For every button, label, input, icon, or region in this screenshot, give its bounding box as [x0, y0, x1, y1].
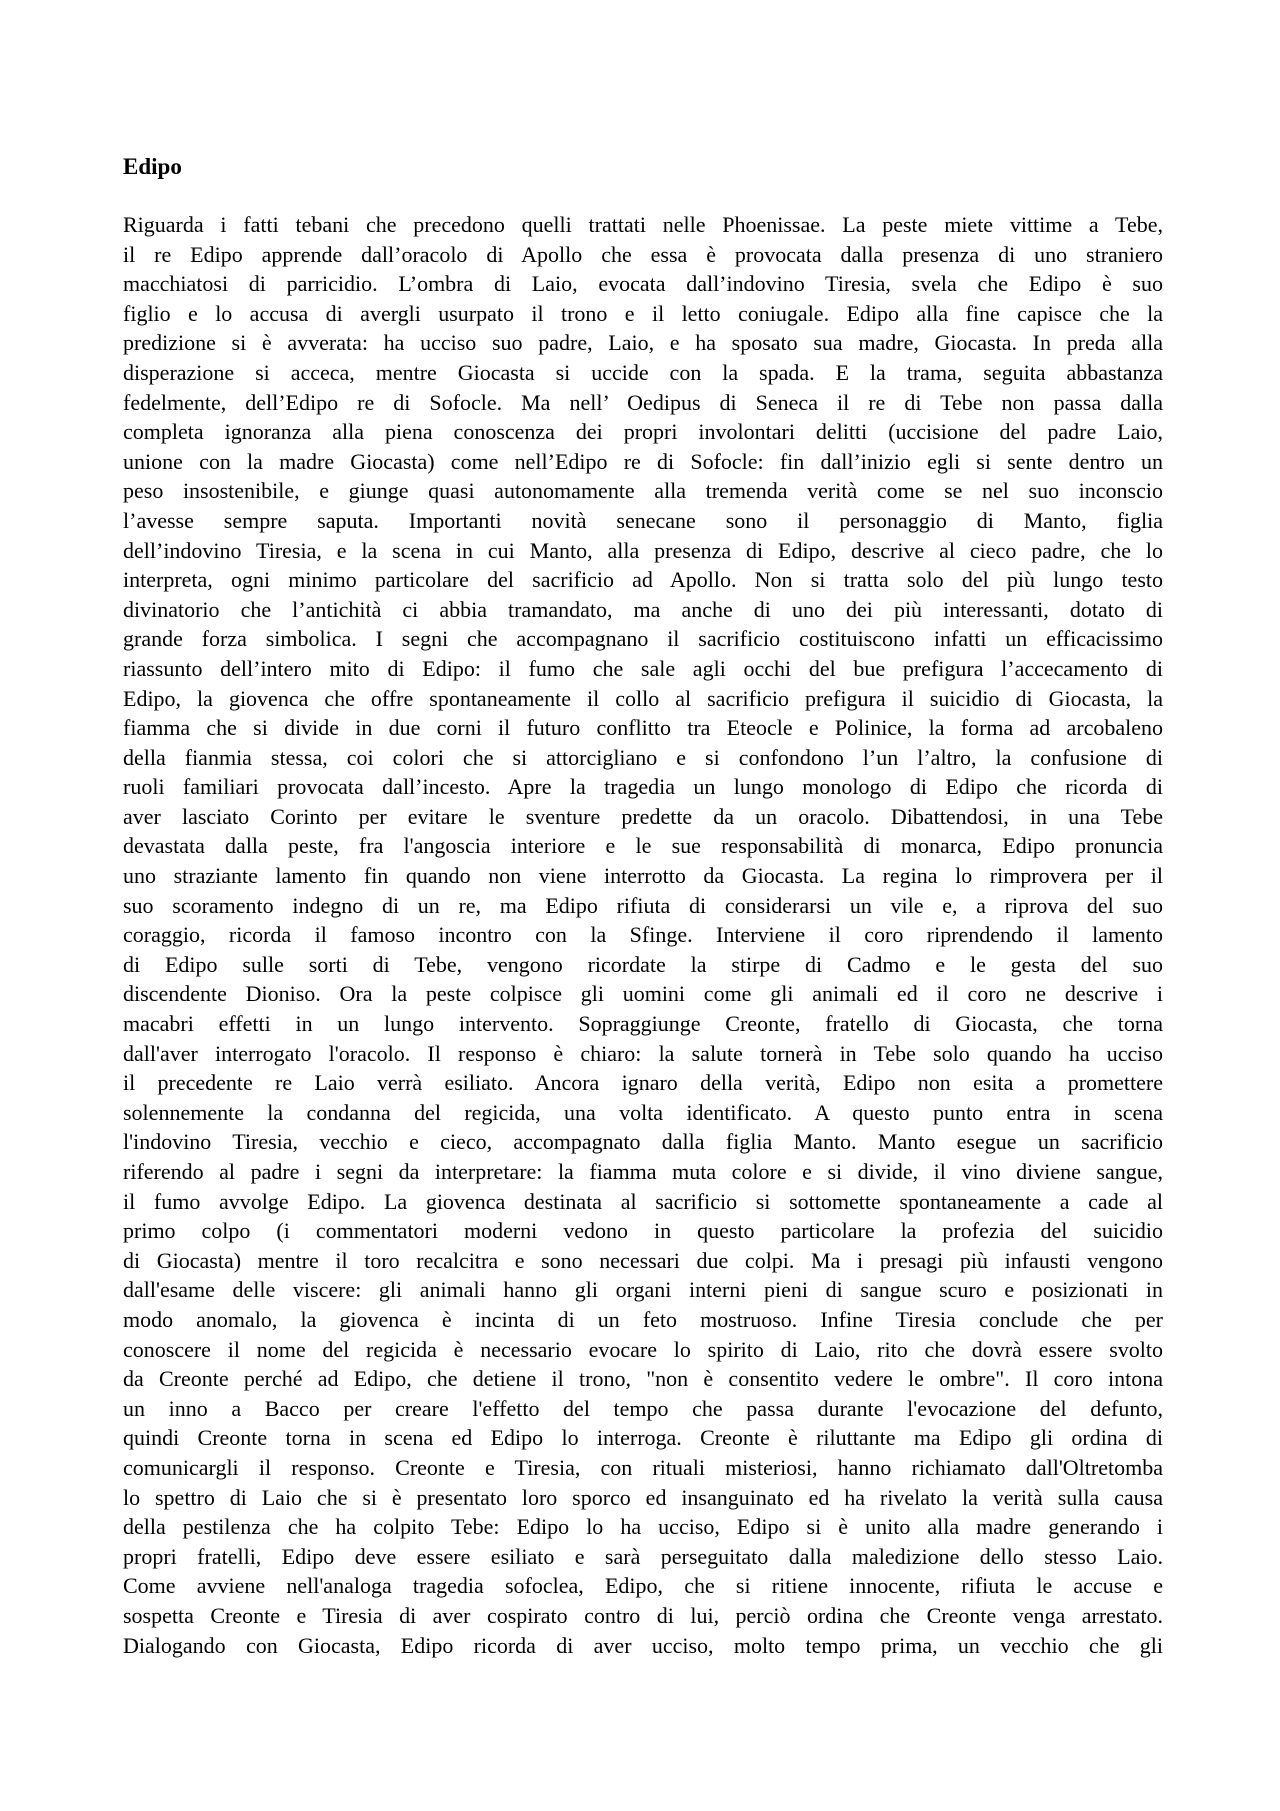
text-line: di Edipo sulle sorti di Tebe, vengono ricordate la stirpe di Cadmo e le gesta del suo: [123, 951, 1163, 977]
text-line: comunicargli il responso. Creonte e Tiresia, con rituali misteriosi, hanno richiamato dall'Oltretomba: [123, 1454, 1163, 1480]
text-line: interpreta, ogni minimo particolare del sacrificio ad Apollo. Non si tratta solo del più lungo testo: [123, 567, 1163, 593]
text-line: della fianmia stessa, coi colori che si attorcigliano e si confondono l’un l’altro, la confusione di: [123, 744, 1163, 770]
text-line: riferendo al padre i segni da interpretare: la fiamma muta colore e si divide, il vino diviene sangue,: [123, 1159, 1163, 1184]
text-line: suo scoramento indegno di un re, ma Edipo rifiuta di considerarsi un vile e, a riprova del suo: [123, 892, 1163, 918]
text-line: sospetta Creonte e Tiresia di aver cospirato contro di lui, perciò ordina che Creonte venga arrestato.: [123, 1602, 1163, 1628]
text-line: Come avviene nell'analoga tragedia sofoclea, Edipo, che si ritiene innocente, rifiuta le accuse e: [123, 1573, 1163, 1599]
text-line: l’avesse sempre saputa. Importanti novità senecane sono il personaggio di Manto, figlia: [123, 507, 1163, 533]
text-line: solennemente la condanna del regicida, una volta identificato. A questo punto entra in scena: [123, 1099, 1163, 1125]
text-line: figlio e lo accusa di avergli usurpato il trono e il letto coniugale. Edipo alla fine capisce che la: [123, 300, 1163, 326]
text-line: lo spettro di Laio che si è presentato loro sporco ed insanguinato ed ha rivelato la verità sulla causa: [123, 1484, 1163, 1510]
text-line: Dialogando con Giocasta, Edipo ricorda di aver ucciso, molto tempo prima, un vecchio che gli: [123, 1632, 1163, 1658]
text-line: un inno a Bacco per creare l'effetto del tempo che passa durante l'evocazione del defunto,: [123, 1395, 1163, 1421]
text-line: dall'aver interrogato l'oracolo. Il responso è chiaro: la salute tornerà in Tebe solo quando ha ucciso: [123, 1040, 1163, 1066]
text-line: il fumo avvolge Edipo. La giovenca destinata al sacrificio si sottomette spontaneamente a cade al: [123, 1188, 1163, 1214]
text-line: disperazione si acceca, mentre Giocasta si uccide con la spada. E la trama, seguita abbastanza: [123, 359, 1163, 385]
text-line: grande forza simbolica. I segni che accompagnano il sacrificio costituiscono infatti un efficacissimo: [123, 626, 1163, 652]
text-line: fiamma che si divide in due corni il futuro conflitto tra Eteocle e Polinice, la forma ad arcobaleno: [123, 715, 1163, 741]
text-line: completa ignoranza alla piena conoscenza dei propri involontari delitti (uccisione del padre Laio,: [123, 419, 1163, 445]
text-line: ruoli familiari provocata dall’incesto. Apre la tragedia un lungo monologo di Edipo che ricorda di: [123, 774, 1163, 800]
text-line: uno straziante lamento fin quando non viene interrotto da Giocasta. La regina lo rimprovera per il: [123, 863, 1163, 889]
text-line: di Giocasta) mentre il toro recalcitra e sono necessari due colpi. Ma i presagi più infausti vengono: [123, 1247, 1163, 1273]
text-line: macabri effetti in un lungo intervento. Sopraggiunge Creonte, fratello di Giocasta, che torna: [123, 1011, 1163, 1037]
text-line: peso insostenibile, e giunge quasi autonomamente alla tremenda verità come se nel suo inconscio: [123, 478, 1163, 504]
text-line: devastata dalla peste, fra l'angoscia interiore e le sue responsabilità di monarca, Edipo pronuncia: [123, 833, 1163, 859]
text-line: macchiatosi di parricidio. L’ombra di Laio, evocata dall’indovino Tiresia, svela che Edipo è suo: [123, 271, 1163, 297]
text-line: il re Edipo apprende dall’oracolo di Apollo che essa è provocata dalla presenza di uno straniero: [123, 241, 1163, 267]
text-line: dell’indovino Tiresia, e la scena in cui Manto, alla presenza di Edipo, descrive al cieco padre, che lo: [123, 537, 1163, 563]
text-line: riassunto dell’intero mito di Edipo: il fumo che sale agli occhi del bue prefigura l’accecamento di: [123, 655, 1163, 681]
text-line: da Creonte perché ad Edipo, che detiene il trono, "non è consentito vedere le ombre". Il coro intona: [123, 1366, 1163, 1392]
text-line: propri fratelli, Edipo deve essere esiliato e sarà perseguitato dalla maledizione dello stesso Laio.: [123, 1543, 1163, 1569]
text-line: predizione si è avverata: ha ucciso suo padre, Laio, e ha sposato sua madre, Giocasta. In preda alla: [123, 330, 1163, 356]
text-line: Riguarda i fatti tebani che precedono quelli trattati nelle Phoenissae. La peste miete vittime a Tebe,: [123, 212, 1163, 237]
text-line: conoscere il nome del regicida è necessario evocare lo spirito di Laio, rito che dovrà essere svolto: [123, 1336, 1163, 1362]
text-line: l'indovino Tiresia, vecchio e cieco, accompagnato dalla figlia Manto. Manto esegue un sacrificio: [123, 1129, 1163, 1155]
text-line: il precedente re Laio verrà esiliato. Ancora ignaro della verità, Edipo non esita a promettere: [123, 1070, 1163, 1096]
text-line: quindi Creonte torna in scena ed Edipo lo interroga. Creonte è riluttante ma Edipo gli ordina di: [123, 1425, 1163, 1451]
text-line: unione con la madre Giocasta) come nell’Edipo re di Sofocle: fin dall’inizio egli si sente dentro un: [123, 448, 1163, 474]
text-line: discendente Dioniso. Ora la peste colpisce gli uomini come gli animali ed il coro ne descrive i: [123, 981, 1163, 1007]
text-line: coraggio, ricorda il famoso incontro con la Sfinge. Interviene il coro riprendendo il lamento: [123, 922, 1163, 948]
text-line: primo colpo (i commentatori moderni vedono in questo particolare la profezia del suicidio: [123, 1218, 1163, 1244]
document-title: Edipo: [123, 154, 182, 179]
text-line: modo anomalo, la giovenca è incinta di un feto mostruoso. Infine Tiresia conclude che per: [123, 1306, 1163, 1332]
text-line: fedelmente, dell’Edipo re di Sofocle. Ma nell’ Oedipus di Seneca il re di Tebe non passa dalla: [123, 389, 1163, 415]
text-line: divinatorio che l’antichità ci abbia tramandato, ma anche di uno dei più interessanti, dotato di: [123, 596, 1163, 622]
text-line: Edipo, la giovenca che offre spontaneamente il collo al sacrificio prefigura il suicidio di Giocasta, la: [123, 685, 1163, 711]
text-line: della pestilenza che ha colpito Tebe: Edipo lo ha ucciso, Edipo si è unito alla madre generando i: [123, 1514, 1163, 1540]
text-line: dall'esame delle viscere: gli animali hanno gli organi interni pieni di sangue scuro e posizionati in: [123, 1277, 1163, 1303]
text-line: aver lasciato Corinto per evitare le sventure predette da un oracolo. Dibattendosi, in una Tebe: [123, 803, 1163, 829]
document-body: [123, 210, 1163, 1660]
